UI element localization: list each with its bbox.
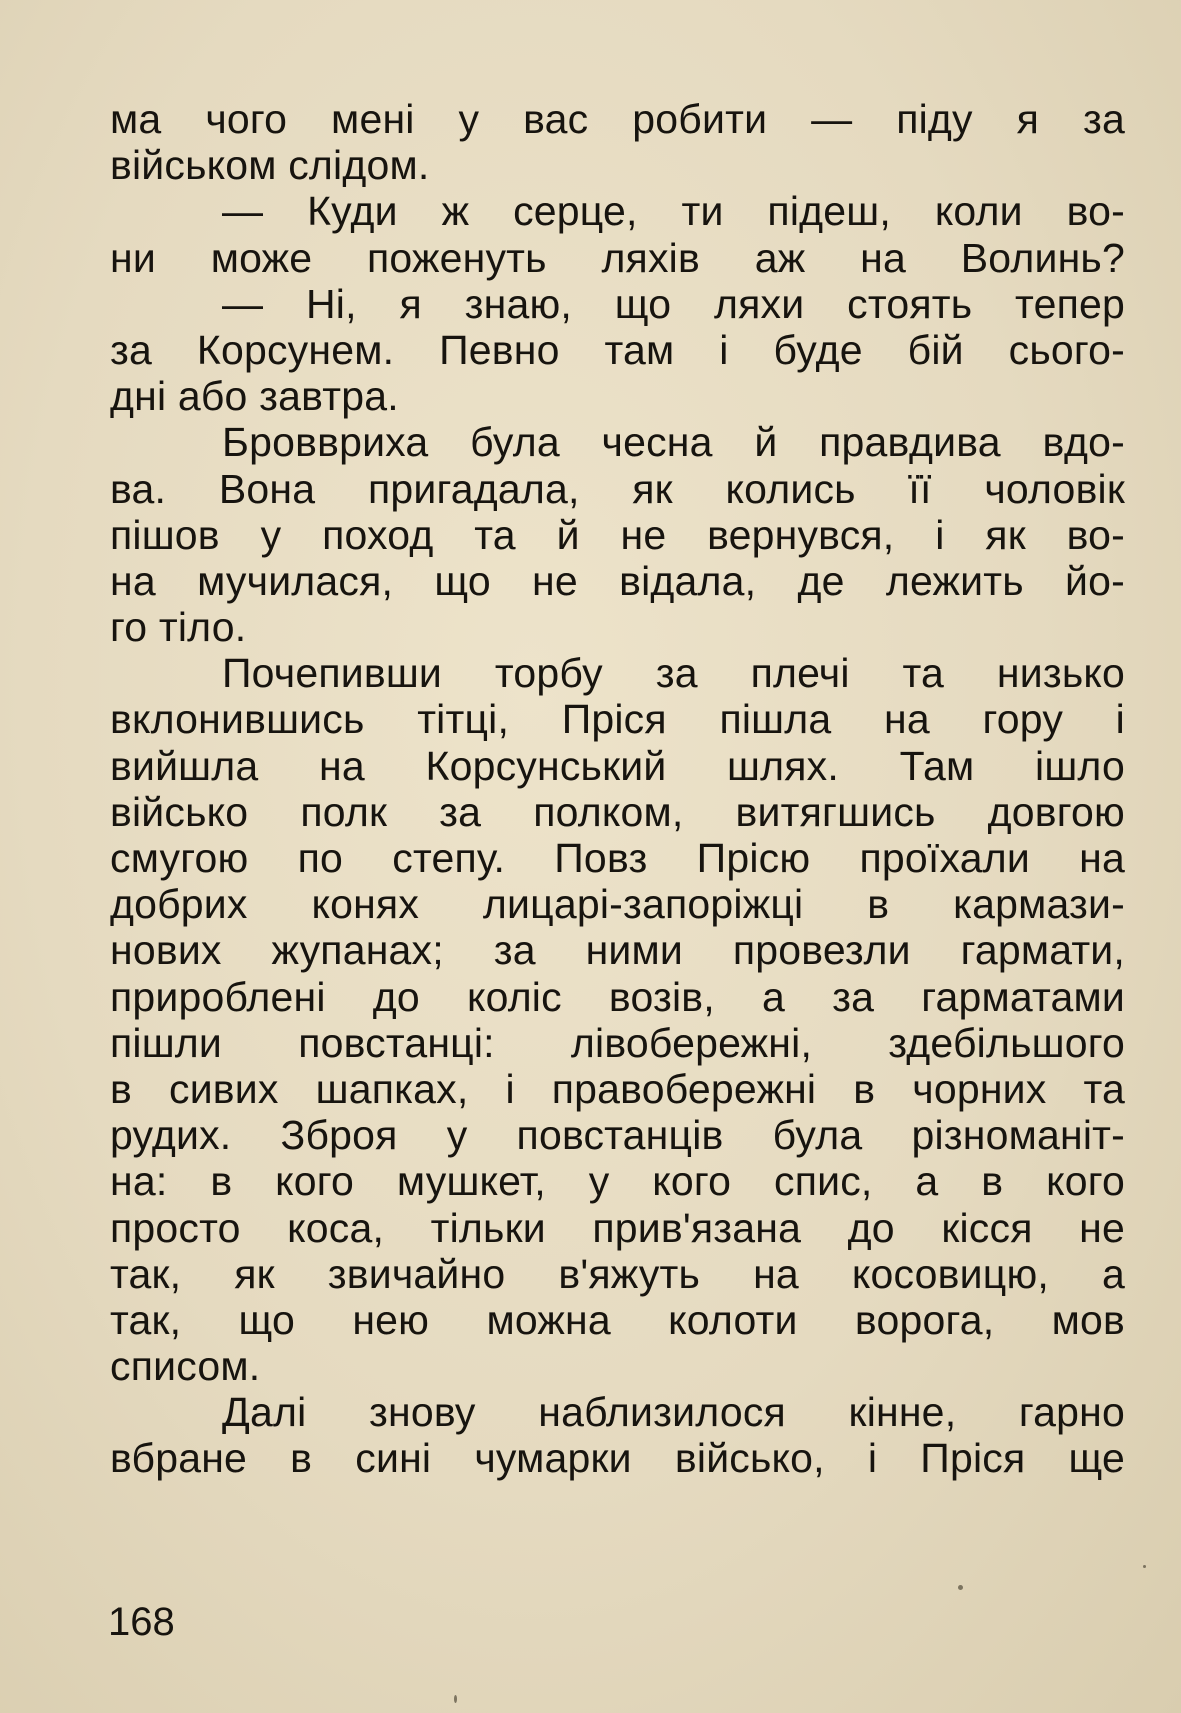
text-line: — Ні, я знаю, що ляхи стоять тепер <box>222 280 1125 327</box>
text-line: Почепивши торбу за плечі та низько <box>222 650 1125 697</box>
text-line: військо полк за полком, витягшись довгою <box>110 788 1125 835</box>
text-line: ва. Вона пригадала, як колись її чоловік <box>110 465 1125 512</box>
text-line: в сивих шапках, і правобережні в чорних та <box>110 1065 1125 1112</box>
text-line: ма чого мені у вас робити — піду я за <box>110 96 1125 142</box>
text-line: го тіло. <box>110 604 247 651</box>
text-line: — Куди ж серце, ти підеш, коли во- <box>222 188 1125 235</box>
text-line: вийшла на Корсунський шлях. Там ішло <box>110 742 1125 789</box>
text-line: вбране в сині чумарки військо, і Пріся ще <box>110 1435 1125 1482</box>
text-line: Броввриха була чесна й правдива вдо- <box>222 419 1125 466</box>
text-line: так, як звичайно в'яжуть на косовицю, а <box>110 1250 1125 1297</box>
page-number: 168 <box>108 1600 175 1644</box>
text-line: пішов у поход та й не вернувся, і як во- <box>110 511 1125 558</box>
body-text <box>110 96 1125 1482</box>
text-line: ни може поженуть ляхів аж на Волинь? <box>110 234 1125 281</box>
text-line: добрих конях лицарі-запоріжці в кармази- <box>110 881 1125 928</box>
text-line: військом слідом. <box>110 142 430 189</box>
text-line: пішли повстанці: лівобережні, здебільшого <box>110 1019 1125 1066</box>
paper-speck <box>1143 1565 1146 1568</box>
text-line: на мучилася, що не відала, де лежить йо- <box>110 557 1125 604</box>
text-line: просто коса, тільки прив'язана до кісся не <box>110 1204 1125 1251</box>
text-line: прироблені до коліс возів, а за гарматами <box>110 973 1125 1020</box>
text-line: списом. <box>110 1343 261 1390</box>
text-line: смугою по степу. Повз Прісю проїхали на <box>110 835 1125 881</box>
text-line: на: в кого мушкет, у кого спис, а в кого <box>110 1158 1125 1205</box>
text-line: нових жупанах; за ними провезли гармати, <box>110 927 1125 974</box>
text-line: вклонившись тітці, Пріся пішла на гору і <box>110 696 1125 743</box>
paper-speck <box>958 1585 963 1590</box>
text-line: дні або завтра. <box>110 373 399 420</box>
text-line: рудих. Зброя у повстанців була різноманіт- <box>110 1112 1125 1159</box>
paper-speck <box>454 1695 457 1703</box>
text-line: Далі знову наблизилося кінне, гарно <box>222 1389 1125 1436</box>
text-line: за Корсунем. Певно там і буде бій сього- <box>110 326 1125 373</box>
text-line: так, що нею можна колоти ворога, мов <box>110 1296 1125 1343</box>
